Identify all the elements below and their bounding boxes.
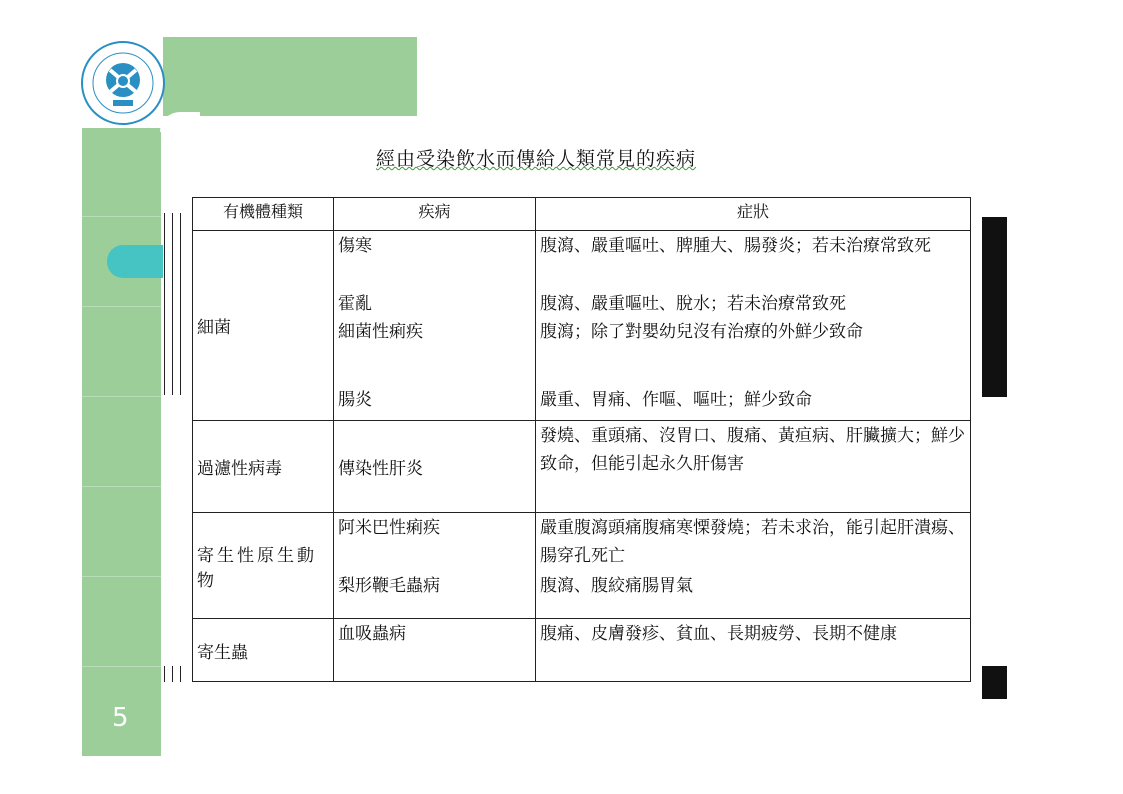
disease-item: 血吸蟲病	[334, 619, 536, 682]
header-symptom: 症狀	[536, 198, 971, 231]
top-green-band	[163, 37, 417, 116]
organism-cell: 過濾性病毒	[193, 421, 334, 513]
organism-cell: 寄生蟲	[193, 619, 334, 682]
divider	[82, 396, 161, 397]
symptom-item: 腹瀉；除了對嬰幼兒沒有治療的外鮮少致命	[540, 322, 863, 342]
symptom-item: 嚴重、胃痛、作嘔、嘔吐；鮮少致命	[540, 390, 812, 410]
header-organism: 有機體種類	[193, 198, 334, 231]
symptom-cell	[536, 231, 971, 421]
rule-line	[180, 213, 181, 395]
header-disease: 疾病	[334, 198, 536, 231]
symptom-item: 發燒、重頭痛、沒胃口、腹痛、黃疸病、肝臟擴大；鮮少致命，但能引起永久肝傷害	[536, 421, 971, 513]
symptom-item: 腹瀉、嚴重嘔吐、脾腫大、腸發炎；若未治療常致死	[540, 236, 931, 256]
page-number: 5	[112, 703, 129, 733]
disease-cell	[334, 513, 536, 619]
left-green-strip	[82, 128, 161, 756]
symptom-item: 腹瀉、嚴重嘔吐、脫水；若未治療常致死	[540, 294, 846, 314]
slide-tab	[107, 245, 163, 278]
disease-cell	[334, 231, 536, 421]
symptom-item: 嚴重腹瀉頭痛腹痛寒慄發燒；若未求治，能引起肝潰瘍、腸穿孔死亡	[540, 518, 965, 566]
disease-item: 梨形鞭毛蟲病	[338, 576, 440, 596]
symptom-cell	[536, 513, 971, 619]
rule-line	[180, 666, 181, 682]
symptom-item: 腹痛、皮膚發疹、貧血、長期疲勞、長期不健康	[536, 619, 971, 682]
disease-item: 阿米巴性痢疾	[338, 518, 440, 538]
organism-cell: 細菌	[193, 231, 334, 421]
divider	[82, 216, 161, 217]
symptom-item: 腹瀉、腹絞痛腸胃氣	[540, 576, 693, 596]
divider	[82, 576, 161, 577]
university-logo	[80, 40, 166, 126]
side-bar	[982, 217, 1007, 397]
organism-cell: 寄生性原生動物	[193, 513, 334, 619]
side-bar-small	[982, 666, 1007, 699]
disease-item: 傳染性肝炎	[334, 421, 536, 513]
rule-line	[172, 213, 173, 395]
divider	[82, 486, 161, 487]
rule-line	[164, 666, 165, 682]
disease-item: 傷寒	[338, 236, 372, 256]
disease-item: 細菌性痢疾	[338, 322, 423, 342]
divider	[82, 666, 161, 667]
rule-line	[164, 213, 165, 395]
disease-table	[192, 197, 971, 682]
disease-item: 腸炎	[338, 390, 372, 410]
disease-item: 霍亂	[338, 294, 372, 314]
divider	[82, 306, 161, 307]
slide-title: 經由受染飲水而傳給人類常見的疾病	[376, 148, 697, 170]
rule-line	[172, 666, 173, 682]
